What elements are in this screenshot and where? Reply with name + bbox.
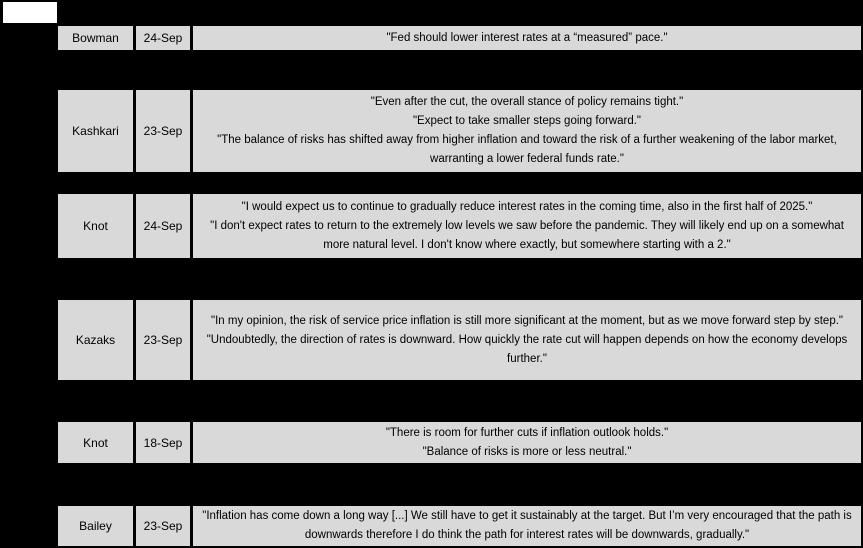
date-cell	[136, 422, 190, 463]
date-value: 23-Sep	[143, 519, 183, 533]
quote-line: "Undoubtedly, the direction of rates is downward. How quickly the rate cut will happen depends on how the economy develops further."	[206, 333, 848, 365]
table-row	[58, 90, 861, 172]
speaker-name-cell	[58, 300, 133, 380]
speaker-name-cell	[58, 26, 133, 50]
speaker-name: Kashkari	[72, 124, 119, 138]
quote-line: "I would expect us to continue to gradually reduce interest rates in the coming time, also in the first half of 2025."	[241, 200, 813, 213]
quote-line: "In my opinion, the risk of service price inflation is still more significant at the moment, but as we move forward step by step."	[211, 314, 843, 327]
quote-line: "I don't expect rates to return to the extremely low levels we saw before the pandemic. They will likely end up on a somewhat more natural level. I don't know where exactly, but somewhere starting with a 2."	[210, 219, 844, 251]
quote-line: "There is room for further cuts if inflation outlook holds."	[385, 426, 669, 439]
table-row	[58, 300, 861, 380]
date-cell	[136, 194, 190, 258]
quote-line: "Balance of risks is more or less neutral."	[422, 445, 632, 458]
blank-white-box	[3, 2, 57, 23]
date-cell	[136, 506, 190, 546]
date-value: 18-Sep	[143, 435, 183, 450]
quote-cell	[193, 300, 861, 380]
quote-cell	[193, 194, 861, 258]
quote-cell	[193, 422, 861, 463]
date-value: 24-Sep	[143, 31, 183, 45]
quote-cell	[193, 90, 861, 172]
speaker-name: Bailey	[79, 519, 112, 533]
date-cell	[136, 90, 190, 172]
date-cell	[136, 300, 190, 380]
quote-line: "Inflation has come down a long way [...] We still have to get it sustainably at the target. But I’m very encouraged that the path is downwards therefore I do think the path for interest rates will be downwards, gradually."	[202, 510, 852, 541]
quote-line: "Fed should lower interest rates at a “measured” pace."	[386, 31, 668, 44]
speaker-name-cell	[58, 422, 133, 463]
table-row	[58, 194, 861, 258]
quote-line: "The balance of risks has shifted away from higher inflation and toward the risk of a further weakening of the labor market, warranting a lower federal funds rate."	[217, 134, 837, 165]
table-row	[58, 422, 861, 463]
speaker-name-cell	[58, 506, 133, 546]
quote-cell	[193, 506, 861, 546]
quote-line: "Expect to take smaller steps going forward."	[412, 115, 642, 127]
table-row	[58, 506, 861, 546]
speaker-name: Knot	[83, 435, 108, 450]
speaker-name-cell	[58, 90, 133, 172]
quote-line: "Even after the cut, the overall stance of policy remains tight."	[370, 96, 684, 108]
table-row	[58, 26, 861, 50]
date-value: 24-Sep	[143, 219, 183, 233]
speaker-name: Bowman	[72, 31, 119, 45]
speaker-name: Knot	[83, 219, 108, 233]
date-value: 23-Sep	[143, 333, 183, 347]
quote-cell	[193, 26, 861, 50]
speaker-name: Kazaks	[75, 333, 116, 347]
date-value: 23-Sep	[143, 124, 183, 138]
speaker-name-cell	[58, 194, 133, 258]
date-cell	[136, 26, 190, 50]
